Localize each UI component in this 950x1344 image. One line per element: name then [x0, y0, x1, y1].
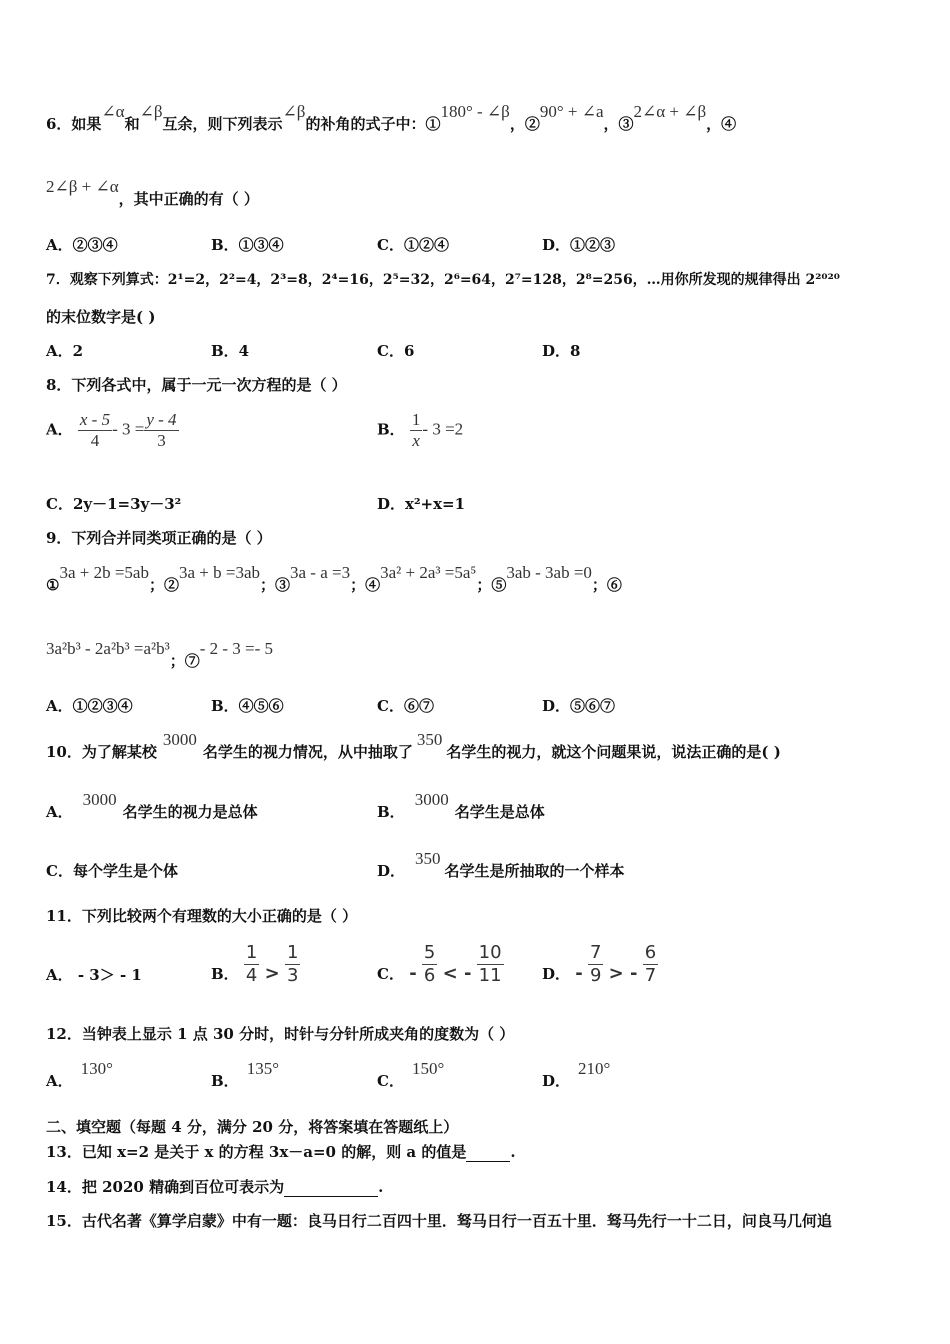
- q11-c-frac2: [477, 942, 504, 987]
- q10-option-d: [377, 849, 625, 880]
- q9-expr6: 3a²b³ - 2a²b³ =a²b³: [46, 639, 170, 658]
- q12-d-label: D．: [542, 1072, 571, 1090]
- q13-answer-blank[interactable]: [466, 1143, 510, 1162]
- q15-text: 15．古代名著《算学启蒙》中有一题：良马日行二百四十里．驽马日行一百五十里．驽马先行一十二日，问良马几何追: [46, 1212, 832, 1230]
- q10-b-num: 3000: [414, 790, 449, 809]
- q11-d-den1: 9: [589, 965, 602, 986]
- q13-end: .: [510, 1143, 516, 1161]
- q10-stem: [46, 730, 781, 761]
- q11-d-num2: 6: [644, 942, 657, 963]
- q6-option-d: D．①②③: [542, 236, 616, 254]
- q9-expr3: 3a - a =3: [290, 563, 351, 582]
- q6-tail: ，其中正确的有（ ）: [118, 190, 259, 208]
- q14: [46, 1178, 383, 1197]
- q9-option-d: D．⑤⑥⑦: [542, 697, 616, 715]
- q6-text1: 互余，则下列表示: [162, 115, 283, 133]
- q6-expr1: 180° - ∠β: [440, 102, 510, 121]
- q10-text2: 名学生的视力，就这个问题果说，说法正确的是( ): [446, 743, 781, 761]
- q10-d-label: D．: [377, 862, 406, 880]
- q11-b-num2: 1: [286, 942, 299, 963]
- q9-expr1: 3a + 2b =5ab: [59, 563, 149, 582]
- q10-a-text: 名学生的视力是总体: [122, 803, 258, 821]
- q8-a-fraction2: [144, 410, 178, 451]
- q11-b-num1: 1: [245, 942, 258, 963]
- q11-c-frac1: [422, 942, 437, 987]
- q11-b-frac2: [285, 942, 300, 987]
- q14-answer-blank[interactable]: [284, 1178, 378, 1197]
- q11-c-sign: -: [409, 962, 417, 984]
- q11-c-op: < -: [442, 962, 472, 984]
- q7-option-c: C．6: [377, 342, 415, 360]
- q7-line1: 7．观察下列算式：2¹=2，2²=4，2³=8，2⁴=16，2⁵=32，2⁶=64，2⁷=128，2⁸=256，…用你所发现的规律得出 2²⁰²⁰: [46, 272, 840, 288]
- q6-angle-beta: ∠β: [139, 102, 163, 121]
- q10-num1: 3000: [162, 730, 197, 749]
- q11-c-label: C．: [377, 964, 404, 983]
- q10-option-b: [377, 790, 545, 821]
- q9-c5: ；⑤: [476, 576, 507, 594]
- q9-c4: ；④: [350, 576, 381, 594]
- q6-and: 和: [124, 115, 140, 133]
- q10-option-c: C．每个学生是个体: [46, 862, 178, 880]
- q10-label: 10．为了解某校: [46, 743, 157, 761]
- q12-a-label: A．: [46, 1072, 73, 1090]
- q6-sep1: ，②: [509, 115, 540, 133]
- q8-b-fraction: [410, 410, 423, 451]
- q8-option-b: [377, 410, 463, 451]
- q11-c-num1: 5: [423, 942, 436, 963]
- q8-a-den1: 4: [90, 431, 100, 450]
- q11-d-num1: 7: [589, 942, 602, 963]
- q7-line2: 的末位数字是( ): [46, 308, 156, 326]
- q7-option-d: D．8: [542, 342, 581, 360]
- q8-b-label: B．: [377, 420, 405, 439]
- q12-option-b: [211, 1059, 279, 1090]
- q6-line1: [46, 102, 737, 133]
- q12-b-label: B．: [211, 1072, 239, 1090]
- q14-end: .: [378, 1178, 384, 1196]
- q8-a-num2: y - 4: [146, 410, 177, 429]
- q10-b-label: B．: [377, 803, 405, 821]
- q12-stem: 12．当钟表上显示 1 点 30 分时，时针与分针所成夹角的度数为（ ）: [46, 1025, 515, 1043]
- q7-option-b: B．4: [211, 342, 250, 360]
- q8-b-num: 1: [411, 410, 421, 429]
- q8-a-label: A．: [46, 420, 73, 439]
- q10-a-num: 3000: [82, 790, 117, 809]
- q12-a-value: 130°: [80, 1059, 113, 1078]
- q12-option-a: [46, 1059, 113, 1090]
- q11-d-frac2: [643, 942, 658, 987]
- q12-d-value: 210°: [578, 1059, 611, 1078]
- section-2-heading: 二、填空题（每题 4 分，满分 20 分，将答案填在答题纸上）: [46, 1118, 459, 1136]
- q11-c-den1: 6: [423, 965, 436, 986]
- q12-option-c: [377, 1059, 445, 1090]
- q9-c2: ；②: [148, 576, 179, 594]
- q6-sep3: ，④: [706, 115, 737, 133]
- q11-option-a: A． - 3＞ - 1: [46, 966, 142, 984]
- q13-text: 13．已知 x=2 是关于 x 的方程 3x－a=0 的解，则 a 的值是: [46, 1143, 467, 1161]
- q10-a-label: A．: [46, 803, 73, 821]
- q8-stem: 8．下列各式中，属于一元一次方程的是（ ）: [46, 376, 347, 394]
- q11-b-den1: 4: [245, 965, 258, 986]
- q6-label: 6．如果: [46, 115, 102, 133]
- q6-option-b: B．①③④: [211, 236, 284, 254]
- q6-angle-alpha: ∠α: [101, 102, 125, 121]
- q6-expr2: 90° + ∠a: [539, 102, 604, 121]
- q11-d-frac1: [588, 942, 603, 987]
- q11-option-b: [211, 942, 300, 987]
- q9-line2: [46, 639, 274, 670]
- q8-b-den: x: [412, 431, 420, 450]
- q6-sep2: ，③: [603, 115, 634, 133]
- q6-text2: 的补角的式子中：①: [305, 115, 441, 133]
- q11-option-c: [377, 942, 504, 987]
- q10-text1: 名学生的视力情况，从中抽取了: [202, 743, 413, 761]
- q12-c-value: 150°: [411, 1059, 445, 1078]
- q10-num2: 350: [416, 730, 443, 749]
- q13: [46, 1143, 516, 1162]
- q9-option-b: B．④⑤⑥: [211, 697, 284, 715]
- q10-b-text: 名学生是总体: [454, 803, 545, 821]
- q9-c7: ；⑦: [169, 652, 200, 670]
- q9-c3: ；③: [260, 576, 291, 594]
- q9-c1: ①: [46, 576, 60, 594]
- q10-option-a: [46, 790, 258, 821]
- q11-b-den2: 3: [286, 965, 299, 986]
- q12-c-label: C．: [377, 1072, 404, 1090]
- q8-a-fraction1: [78, 410, 112, 451]
- q11-d-sign: -: [575, 962, 583, 984]
- q8-option-a: [46, 410, 179, 451]
- q8-option-d: D．x²+x=1: [377, 495, 466, 513]
- q9-expr2: 3a + b =3ab: [178, 563, 260, 582]
- q10-d-text: 名学生是所抽取的一个样本: [444, 862, 625, 880]
- q6-option-a: A．②③④: [46, 236, 118, 254]
- q8-a-mid: - 3 =: [112, 419, 145, 439]
- q9-option-c: C．⑥⑦: [377, 697, 434, 715]
- q7-option-a: A．2: [46, 342, 84, 360]
- q8-a-den2: 3: [157, 431, 166, 450]
- q14-text: 14．把 2020 精确到百位可表示为: [46, 1178, 285, 1196]
- q11-b-label: B．: [211, 964, 239, 983]
- q6-expr4: 2∠β + ∠α: [46, 177, 119, 196]
- q9-stem: 9．下列合并同类项正确的是（ ）: [46, 529, 272, 547]
- q10-d-num: 350: [415, 849, 441, 868]
- q9-c6: ；⑥: [591, 576, 622, 594]
- q11-stem: 11．下列比较两个有理数的大小正确的是（ ）: [46, 907, 358, 925]
- q6-angle-beta2: ∠β: [282, 102, 306, 121]
- q9-expr7: - 2 - 3 =- 5: [199, 639, 274, 658]
- q11-b-frac1: [244, 942, 259, 987]
- q6-line2: [46, 177, 259, 208]
- q9-expr5: 3ab - 3ab =0: [506, 563, 592, 582]
- q11-d-op: > -: [608, 962, 638, 984]
- q8-a-num1: x - 5: [79, 410, 111, 429]
- q6-option-c: C．①②④: [377, 236, 449, 254]
- q12-option-d: [542, 1059, 611, 1090]
- q11-c-num2: 10: [478, 942, 502, 963]
- q8-option-c: C．2y－1=3y－3²: [46, 495, 182, 513]
- q11-option-d: [542, 942, 658, 987]
- q12-b-value: 135°: [246, 1059, 279, 1078]
- q9-expr4: 3a² + 2a³ =5a⁵: [380, 563, 477, 582]
- q8-b-rest: - 3 =2: [422, 419, 464, 439]
- q11-b-op: >: [264, 962, 280, 984]
- q9-option-a: A．①②③④: [46, 697, 133, 715]
- q11-d-label: D．: [542, 964, 571, 983]
- q9-line1: [46, 563, 622, 594]
- q11-d-den2: 7: [644, 965, 657, 986]
- q11-c-den2: 11: [478, 965, 502, 986]
- q6-expr3: 2∠α + ∠β: [633, 102, 707, 121]
